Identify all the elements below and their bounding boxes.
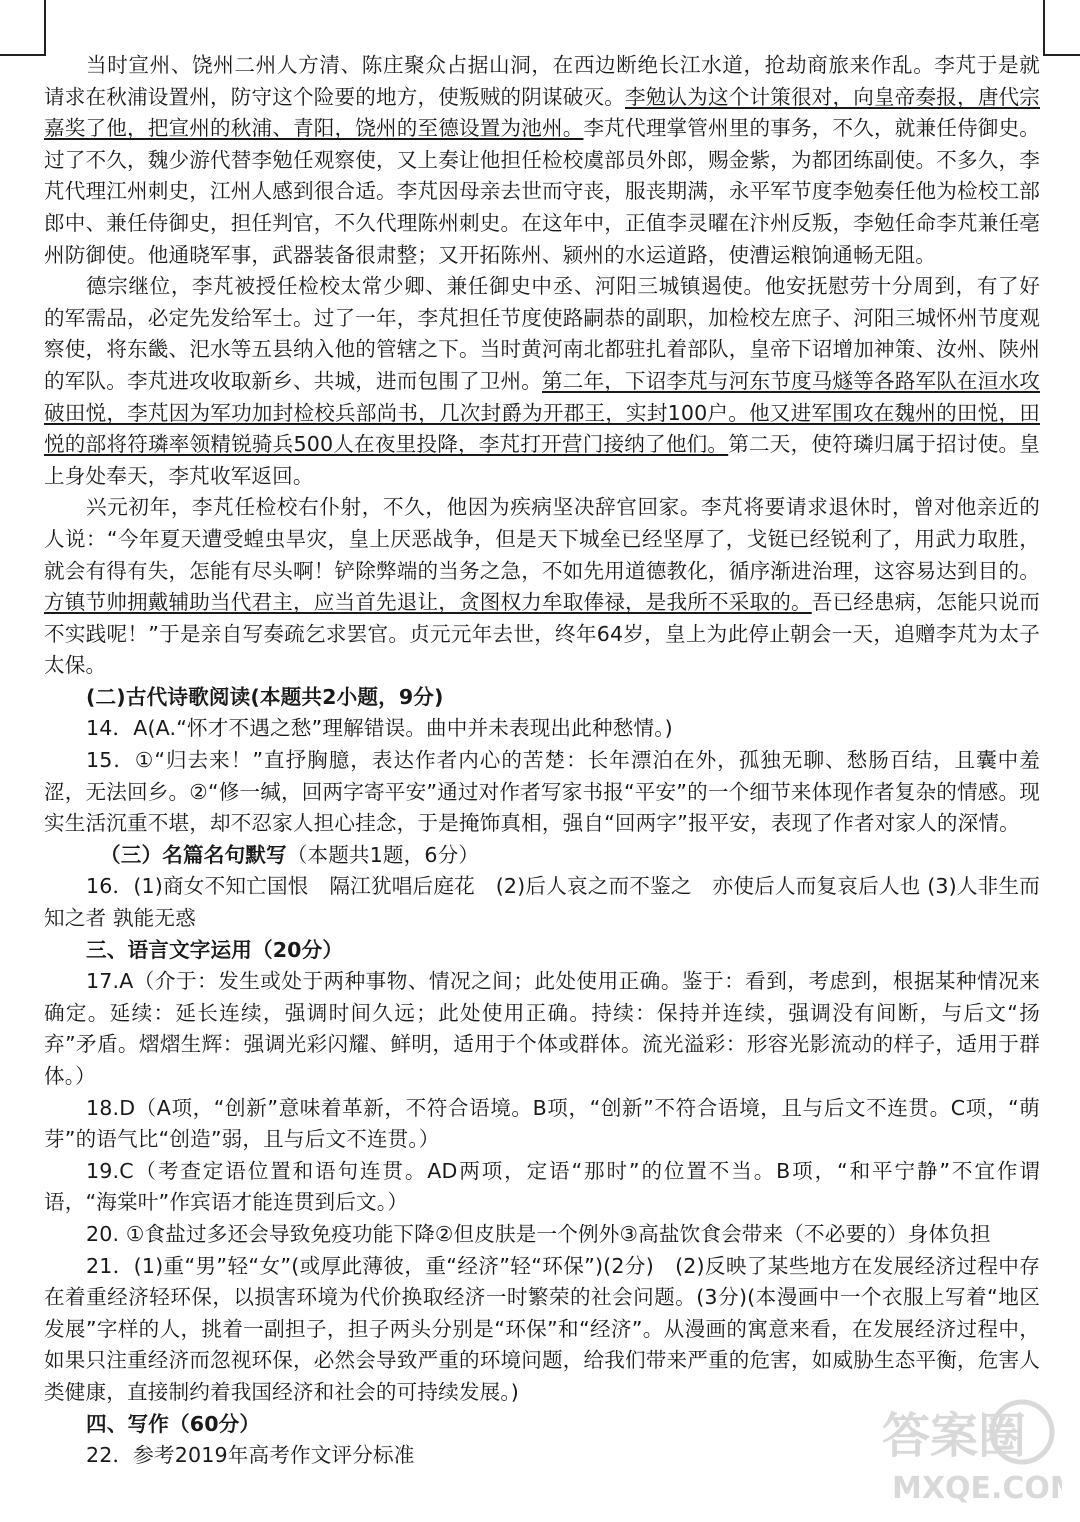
underlined-sentence: 第二年，下诏李芃与河东节度马燧等各路军队在洹水攻破田悦，李芃因为军功加封检校兵部尚书，几次封爵为开郡王，实封100户。他又进军围攻在魏州的田悦，田悦的部将符璘率领精锐骑兵500人在夜里投降，李芃打开营门接纳了他们。 (44, 368, 1040, 457)
answer-document (44, 50, 1040, 1472)
translation-paragraph-3 (44, 492, 1040, 682)
section-heading-recitation (44, 840, 1040, 872)
answer-22: 22．参考2019年高考作文评分标准 (86, 1443, 415, 1468)
part-heading-writing: 四、写作（60分） (86, 1411, 261, 1436)
heading-bold: （三）名篇名句默写 (100, 842, 287, 867)
crop-mark-left-vertical (44, 0, 46, 56)
underlined-sentence: 方镇节帅拥戴辅助当代君主，应当首先退让，贪图权力牟取俸禄，是我所不采取的。 (44, 590, 812, 615)
text-run: 当时宣州、饶州二州人方清、陈庄聚众占据山洞，在西边断绝长江水道，抢劫商旅来作乱。李芃于是就请求在秋浦设置州，防守这个险要的地方，使叛贼的阴谋破灭。 (44, 53, 1040, 109)
section-heading-poetry: (二)古代诗歌阅读(本题共2小题，9分) (86, 684, 444, 709)
text-run: 吾已经患病，怎能只说而不实践呢！”于是亲自写奏疏乞求罢官。贞元元年去世，终年64岁，皇上为此停止朝会一天，追赠李芃为太子太保。 (44, 590, 1040, 678)
translation-paragraph-2 (44, 271, 1040, 492)
underlined-sentence: 李勉认为这个计策很对，向皇帝奏报，唐代宗嘉奖了他，把宣州的秋浦、青阳，饶州的至德设置为池州。 (44, 84, 1040, 141)
answer-16: 16．(1)商女不知亡国恨 隔江犹唱后庭花 (2)后人哀之而不鉴之 亦使后人而复哀后人也 (3)人非生而知之者 孰能无惑 (44, 874, 1040, 931)
watermark-cn-text: 答案圈 (882, 1408, 1027, 1464)
part-heading-language-use: 三、语言文字运用（20分） (86, 937, 344, 962)
answer-19: 19.C（考查定语位置和语句连贯。AD两项，定语“那时”的位置不当。B项，“和平宁静”不宜作谓语，“海棠叶”作宾语才能连贯到后文。） (44, 1158, 1040, 1215)
answer-17: 17.A（介于：发生或处于两种事物、情况之间；此处使用正确。鉴于：看到，考虑到，根据某种情况来确定。延续：延长连续，强调时间久远；此处使用正确。持续：保持并连续，强调没有间断，与后文“扬弃”矛盾。熠熠生辉：强调光彩闪耀、鲜明，适用于个体或群体。流光溢彩：形容光影流动的样子，适用于群体。） (44, 969, 1040, 1088)
text-run: 德宗继位，李芃被授任检校太常少卿、兼任御史中丞、河阳三城镇遏使。他安抚慰劳十分周到，有了好的军需品，必定先发给军士。过了一年，李芃担任节度使路嗣恭的副职，加检校左庶子、河阳三城怀州节度观察使，将东畿、汜水等五县纳入他的管辖之下。当时黄河南北都驻扎着部队，皇帝下诏增加神策、汝州、陕州的军队。李芃进攻收取新乡、共城，进而包围了卫州。 (44, 274, 1040, 393)
crop-mark-right-horizontal (1043, 54, 1080, 56)
translation-paragraph-1 (44, 50, 1040, 271)
answer-15: 15．①“归去来！”直抒胸臆，表达作者内心的苦楚：长年漂泊在外，孤独无聊、愁肠百结，且囊中羞涩，无法回乡。②“修一缄，回两字寄平安”通过对作者写家书报“平安”的一个细节来体现作者复杂的情感。现实生活沉重不堪，却不忍家人担心挂念，于是掩饰真相，强自“回两字”报平安，表现了作者对家人的深情。 (44, 748, 1040, 836)
watermark-en-text: MXQE.COM (892, 1471, 1062, 1506)
crop-mark-left-horizontal (0, 54, 46, 56)
answer-18: 18.D（A项，“创新”意味着革新，不符合语境。B项，“创新”不符合语境，且与后文不连贯。C项，“萌芽”的语气比“创造”弱，且与后文不连贯。） (44, 1095, 1040, 1152)
heading-rest: （本题共1题，6分） (286, 842, 480, 867)
answer-20: 20. ①食盐过多还会导致免疫功能下降②但皮肤是一个例外③高盐饮食会带来（不必要的）身体负担 (86, 1221, 991, 1246)
text-run: 李芃代理掌管州里的事务，不久，就兼任侍御史。过了不久，魏少游代替李勉任观察使，又上奏让他担任检校虞部员外郎，赐金紫，为都团练副使。不多久，李芃代理江州刺史，江州人感到很合适。李芃因母亲去世而守丧，服丧期满，永平军节度李勉奏任他为检校工部郎中、兼任侍御史，担任判官，不久代理陈州刺史。在这年中，正值李灵曜在汴州反叛，李勉任命李芃兼任亳州防御使。他通晓军事，武器装备很肃整；又开拓陈州、颍州的水运道路，使漕运粮饷通畅无阻。 (44, 116, 1040, 267)
answer-14: 14．A(A.“怀才不遇之愁”理解错误。曲中并未表现出此种愁情。) (86, 716, 673, 741)
watermark-logo (862, 1390, 1062, 1510)
text-run: 第二天，使符璘归属于招讨使。皇上身处奉天，李芃收军返回。 (44, 432, 1041, 488)
text-run: 兴元初年，李芃任检校右仆射，不久，他因为疾病坚决辞官回家。李芃将要请求退休时，曾对他亲近的人说：“今年夏天遭受蝗虫旱灾，皇上厌恶战争，但是天下城垒已经坚厚了，戈铤已经锐利了，用武力取胜，就会有得有失，怎能有尽头啊！铲除弊端的当务之急，不如先用道德教化，循序渐进治理，这容易达到目的。 (44, 495, 1040, 583)
crop-mark-right-vertical (1043, 0, 1045, 56)
answer-21: 21．(1)重“男”轻“女”(或厚此薄彼，重“经济”轻“环保”)(2分) (2)反映了某些地方在发展经济过程中存在着重经济轻环保，以损害环境为代价换取经济一时繁荣的社会问题。(3分)(本漫画中一个衣服上写着“地区发展”字样的人，挑着一副担子，担子两头分别是“环保”和“经济”。从漫画的寓意来看，在发展经济过程中，如果只注重经济而忽视环保，必然会导致严重的环境问题，给我们带来严重的危害，如威胁生态平衡，危害人类健康，直接制约着我国经济和社会的可持续发展。) (44, 1253, 1040, 1404)
